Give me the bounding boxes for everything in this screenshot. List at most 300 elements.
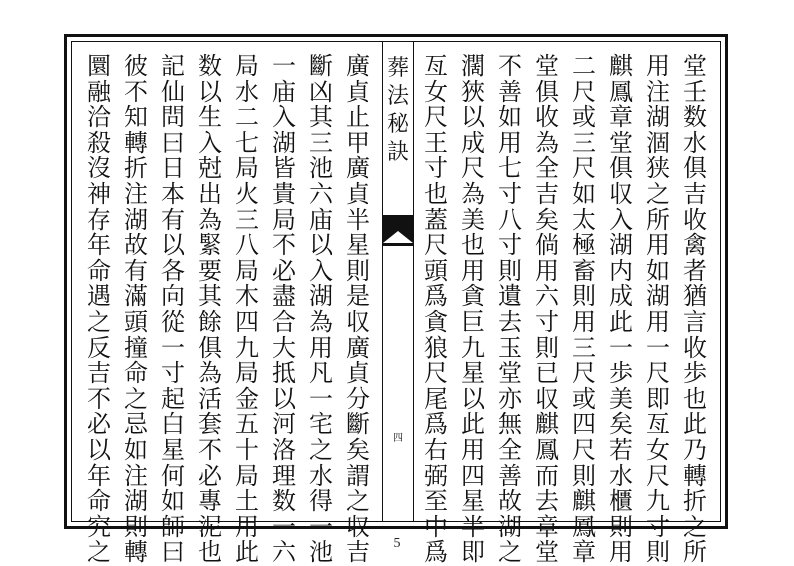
character: 成 bbox=[609, 282, 633, 311]
text-column bbox=[121, 54, 151, 566]
character: 也 bbox=[683, 384, 707, 413]
character: 二 bbox=[572, 52, 596, 80]
fishtail-ornament bbox=[383, 215, 413, 243]
character: 数 bbox=[683, 103, 707, 132]
character: 尺 bbox=[572, 359, 596, 388]
character: 斷 bbox=[309, 52, 333, 80]
character: 而 bbox=[535, 461, 559, 490]
character: 是 bbox=[346, 282, 370, 311]
character: 為 bbox=[198, 359, 222, 388]
character: 折 bbox=[124, 154, 148, 183]
character: 去 bbox=[535, 487, 559, 516]
character: 鳳 bbox=[609, 77, 633, 106]
character: 水 bbox=[309, 461, 333, 490]
character: 曰 bbox=[161, 538, 185, 566]
character: 鳳 bbox=[572, 512, 596, 541]
character: 有 bbox=[124, 256, 148, 285]
character: 理 bbox=[272, 461, 296, 490]
character: 以 bbox=[161, 231, 185, 260]
character: 亦 bbox=[498, 384, 522, 413]
character: 内 bbox=[609, 256, 633, 285]
character: 尺 bbox=[646, 359, 670, 388]
character: 專 bbox=[198, 487, 222, 516]
character: 寸 bbox=[498, 179, 522, 208]
character: 章 bbox=[535, 512, 559, 541]
character: 用 bbox=[572, 307, 596, 336]
character: 麒 bbox=[572, 487, 596, 516]
character: 一 bbox=[272, 512, 296, 541]
character: 轉 bbox=[683, 461, 707, 490]
page-number: 5 bbox=[393, 536, 401, 551]
character: 融 bbox=[87, 77, 111, 106]
character: 何 bbox=[161, 461, 185, 490]
character: 六 bbox=[535, 282, 559, 311]
character: 櫃 bbox=[609, 487, 633, 516]
character: 凶 bbox=[309, 77, 333, 106]
character: 分 bbox=[346, 384, 370, 413]
character: 得 bbox=[309, 487, 333, 516]
character: 湖 bbox=[609, 231, 633, 260]
character: 局 bbox=[235, 256, 259, 285]
character: 知 bbox=[124, 103, 148, 132]
character: 則 bbox=[535, 333, 559, 362]
character: 半 bbox=[461, 512, 485, 541]
character: 俱 bbox=[535, 77, 559, 106]
character: 九 bbox=[235, 333, 259, 362]
character: 二 bbox=[235, 103, 259, 132]
character: 巨 bbox=[461, 307, 485, 336]
character: 入 bbox=[198, 128, 222, 157]
character: 已 bbox=[535, 359, 559, 388]
character: 女 bbox=[646, 435, 670, 464]
character: 堂 bbox=[535, 52, 559, 80]
character: 此 bbox=[683, 410, 707, 439]
character: 其 bbox=[198, 282, 222, 311]
character: 数 bbox=[272, 487, 296, 516]
character: 善 bbox=[498, 77, 522, 106]
character: 太 bbox=[572, 205, 596, 234]
character: 鳳 bbox=[535, 435, 559, 464]
character: 三 bbox=[572, 333, 596, 362]
character: 章 bbox=[572, 538, 596, 566]
character: 入 bbox=[609, 205, 633, 234]
text-column bbox=[680, 54, 710, 566]
character: 以 bbox=[87, 435, 111, 464]
text-column bbox=[495, 54, 525, 566]
character: 甲 bbox=[346, 128, 370, 157]
character: 之 bbox=[124, 384, 148, 413]
character: 斷 bbox=[346, 410, 370, 439]
character: 一 bbox=[272, 52, 296, 80]
character: 尺 bbox=[646, 461, 670, 490]
character: 麒 bbox=[609, 52, 633, 80]
character: 水 bbox=[609, 461, 633, 490]
character: 為 bbox=[198, 205, 222, 234]
character: 廣 bbox=[346, 154, 370, 183]
character: 之 bbox=[87, 538, 111, 566]
character: 如 bbox=[572, 179, 596, 208]
character: 則 bbox=[572, 282, 596, 311]
character: 狭 bbox=[646, 154, 670, 183]
character: 或 bbox=[572, 384, 596, 413]
text-column bbox=[232, 54, 262, 566]
character: 中 bbox=[424, 512, 448, 541]
character: 即 bbox=[461, 538, 485, 566]
character: 收 bbox=[683, 205, 707, 234]
character: 禽 bbox=[683, 231, 707, 260]
character: 為 bbox=[309, 307, 333, 336]
character: 存 bbox=[87, 205, 111, 234]
character: 局 bbox=[235, 461, 259, 490]
character: 局 bbox=[272, 205, 296, 234]
character: 爲 bbox=[424, 538, 448, 566]
character: 所 bbox=[683, 538, 707, 566]
character: 問 bbox=[161, 103, 185, 132]
character: 用 bbox=[646, 52, 670, 80]
character: 則 bbox=[572, 461, 596, 490]
character: 収 bbox=[346, 307, 370, 336]
character: 遇 bbox=[87, 282, 111, 311]
character: 涸 bbox=[646, 128, 670, 157]
character: 折 bbox=[683, 487, 707, 516]
character: 湖 bbox=[498, 512, 522, 541]
character: 用 bbox=[235, 512, 259, 541]
character: 章 bbox=[609, 103, 633, 132]
character: 用 bbox=[646, 231, 670, 260]
character: 入 bbox=[309, 256, 333, 285]
character: 必 bbox=[87, 410, 111, 439]
character: 以 bbox=[461, 103, 485, 132]
character: 沒 bbox=[87, 154, 111, 183]
character: 法 bbox=[386, 84, 409, 109]
character: 之 bbox=[646, 179, 670, 208]
character: 猶 bbox=[683, 282, 707, 311]
character: 湖 bbox=[646, 282, 670, 311]
character: 弼 bbox=[424, 461, 448, 490]
character: 也 bbox=[198, 538, 222, 566]
character: 日 bbox=[161, 154, 185, 183]
character: 之 bbox=[498, 538, 522, 566]
character: 皆 bbox=[272, 154, 296, 183]
character: 星 bbox=[461, 359, 485, 388]
character: 俱 bbox=[609, 154, 633, 183]
character: 善 bbox=[498, 461, 522, 490]
character: 以 bbox=[309, 231, 333, 260]
character: 矣 bbox=[535, 205, 559, 234]
character: 年 bbox=[87, 231, 111, 260]
character: 貞 bbox=[346, 359, 370, 388]
book-title bbox=[383, 55, 413, 167]
character: 四 bbox=[235, 307, 259, 336]
character: 俱 bbox=[198, 333, 222, 362]
character: 吉 bbox=[346, 538, 370, 566]
character: 一 bbox=[309, 512, 333, 541]
character: 言 bbox=[683, 307, 707, 336]
character: 大 bbox=[272, 333, 296, 362]
character: 局 bbox=[235, 154, 259, 183]
character: 水 bbox=[683, 128, 707, 157]
character: 星 bbox=[161, 435, 185, 464]
character: 故 bbox=[124, 231, 148, 260]
character: 用 bbox=[461, 435, 485, 464]
character: 洛 bbox=[272, 435, 296, 464]
character: 湖 bbox=[124, 205, 148, 234]
character: 此 bbox=[235, 538, 259, 566]
character: 一 bbox=[309, 384, 333, 413]
character: 為 bbox=[461, 179, 485, 208]
character: 也 bbox=[424, 179, 448, 208]
character: 湖 bbox=[272, 128, 296, 157]
character: 歩 bbox=[609, 359, 633, 388]
character: 吉 bbox=[683, 179, 707, 208]
character: 矣 bbox=[346, 435, 370, 464]
character: 命 bbox=[87, 256, 111, 285]
character: 一 bbox=[161, 333, 185, 362]
character: 三 bbox=[572, 128, 596, 157]
character: 則 bbox=[609, 512, 633, 541]
character: 命 bbox=[87, 487, 111, 516]
character: 收 bbox=[535, 103, 559, 132]
character: 六 bbox=[272, 538, 296, 566]
text-column bbox=[343, 54, 373, 566]
character: 玉 bbox=[498, 333, 522, 362]
character: 壬 bbox=[683, 77, 707, 106]
character: 師 bbox=[161, 512, 185, 541]
character: 三 bbox=[309, 128, 333, 157]
text-column bbox=[643, 54, 673, 566]
character: 収 bbox=[346, 512, 370, 541]
character: 圜 bbox=[87, 52, 111, 80]
character: 注 bbox=[124, 179, 148, 208]
character: 女 bbox=[424, 77, 448, 106]
character: 全 bbox=[535, 154, 559, 183]
character: 貞 bbox=[346, 179, 370, 208]
character: 遺 bbox=[498, 282, 522, 311]
character: 尺 bbox=[572, 435, 596, 464]
character: 寸 bbox=[646, 512, 670, 541]
text-column bbox=[269, 54, 299, 566]
character: 其 bbox=[309, 103, 333, 132]
character: 或 bbox=[572, 103, 596, 132]
left-page bbox=[76, 46, 382, 566]
character: 倘 bbox=[535, 231, 559, 260]
character: 仙 bbox=[161, 77, 185, 106]
character: 如 bbox=[646, 256, 670, 285]
character: 頭 bbox=[424, 256, 448, 285]
character: 注 bbox=[646, 77, 670, 106]
character: 用 bbox=[498, 128, 522, 157]
character: 亙 bbox=[424, 52, 448, 80]
character: 堂 bbox=[498, 359, 522, 388]
character: 九 bbox=[461, 333, 485, 362]
character: 火 bbox=[235, 179, 259, 208]
character: 一 bbox=[646, 333, 670, 362]
character: 右 bbox=[424, 435, 448, 464]
character: 合 bbox=[272, 307, 296, 336]
character: 五 bbox=[235, 410, 259, 439]
character: 此 bbox=[461, 410, 485, 439]
character: 宅 bbox=[309, 410, 333, 439]
character: 吉 bbox=[535, 179, 559, 208]
character: 湖 bbox=[124, 487, 148, 516]
character: 出 bbox=[198, 179, 222, 208]
character: 廣 bbox=[346, 333, 370, 362]
character: 数 bbox=[198, 52, 222, 80]
character: 廣 bbox=[346, 52, 370, 80]
character: 年 bbox=[87, 461, 111, 490]
character: 之 bbox=[309, 435, 333, 464]
character: 亙 bbox=[646, 410, 670, 439]
character: 用 bbox=[646, 307, 670, 336]
character: 八 bbox=[235, 231, 259, 260]
character: 全 bbox=[498, 435, 522, 464]
character: 所 bbox=[646, 205, 670, 234]
character: 蓋 bbox=[424, 205, 448, 234]
character: 反 bbox=[87, 333, 111, 362]
character: 堂 bbox=[683, 52, 707, 80]
character: 尅 bbox=[198, 154, 222, 183]
character: 之 bbox=[683, 512, 707, 541]
character: 七 bbox=[498, 154, 522, 183]
character: 如 bbox=[161, 487, 185, 516]
character: 故 bbox=[498, 487, 522, 516]
character: 洽 bbox=[87, 103, 111, 132]
character: 成 bbox=[461, 128, 485, 157]
character: 不 bbox=[198, 435, 222, 464]
character: 究 bbox=[87, 512, 111, 541]
character: 不 bbox=[272, 231, 296, 260]
character: 盡 bbox=[272, 282, 296, 311]
character: 王 bbox=[424, 128, 448, 157]
character: 美 bbox=[609, 384, 633, 413]
character: 矣 bbox=[609, 410, 633, 439]
character: 用 bbox=[461, 256, 485, 285]
text-column bbox=[195, 54, 225, 566]
character: 庙 bbox=[272, 77, 296, 106]
character: 濶 bbox=[461, 52, 485, 80]
text-column bbox=[532, 54, 562, 566]
character: 狹 bbox=[461, 77, 485, 106]
character: 從 bbox=[161, 307, 185, 336]
text-column bbox=[84, 54, 114, 566]
character: 必 bbox=[198, 461, 222, 490]
character: 彼 bbox=[124, 52, 148, 80]
character: 爲 bbox=[424, 410, 448, 439]
character: 収 bbox=[535, 384, 559, 413]
character: 河 bbox=[272, 410, 296, 439]
character: 若 bbox=[609, 435, 633, 464]
character: 如 bbox=[498, 103, 522, 132]
character: 以 bbox=[272, 384, 296, 413]
character: 庙 bbox=[309, 205, 333, 234]
text-column bbox=[458, 54, 488, 566]
character: 秘 bbox=[386, 112, 409, 137]
character: 各 bbox=[161, 256, 185, 285]
character: 起 bbox=[161, 384, 185, 413]
character: 堂 bbox=[535, 538, 559, 566]
character: 如 bbox=[124, 435, 148, 464]
character: 池 bbox=[309, 538, 333, 566]
character: 者 bbox=[683, 256, 707, 285]
character: 十 bbox=[235, 435, 259, 464]
character: 局 bbox=[235, 359, 259, 388]
right-page bbox=[414, 46, 720, 566]
character: 滿 bbox=[124, 282, 148, 311]
character: 美 bbox=[461, 205, 485, 234]
character: 向 bbox=[161, 282, 185, 311]
character: 湖 bbox=[309, 282, 333, 311]
character: 去 bbox=[498, 307, 522, 336]
character: 活 bbox=[198, 384, 222, 413]
character: 乃 bbox=[683, 435, 707, 464]
character: 寸 bbox=[424, 154, 448, 183]
character: 木 bbox=[235, 282, 259, 311]
character: 貪 bbox=[461, 282, 485, 311]
character: 撞 bbox=[124, 333, 148, 362]
character: 尺 bbox=[572, 154, 596, 183]
character: 抵 bbox=[272, 359, 296, 388]
character: 記 bbox=[161, 52, 185, 80]
character: 轉 bbox=[124, 538, 148, 566]
character: 八 bbox=[498, 205, 522, 234]
character: 收 bbox=[683, 333, 707, 362]
character: 尺 bbox=[461, 154, 485, 183]
character: 畜 bbox=[572, 256, 596, 285]
folio-number: 四 bbox=[393, 433, 403, 444]
character: 尺 bbox=[572, 77, 596, 106]
text-column bbox=[158, 54, 188, 566]
character: 即 bbox=[646, 384, 670, 413]
character: 忌 bbox=[124, 410, 148, 439]
character: 則 bbox=[498, 256, 522, 285]
character: 寸 bbox=[535, 307, 559, 336]
character: 俱 bbox=[683, 154, 707, 183]
character: 堂 bbox=[609, 128, 633, 157]
character: 星 bbox=[461, 487, 485, 516]
character: 四 bbox=[461, 461, 485, 490]
character: 有 bbox=[161, 205, 185, 234]
character: 六 bbox=[309, 179, 333, 208]
character: 尺 bbox=[424, 103, 448, 132]
text-column bbox=[606, 54, 636, 566]
character: 貴 bbox=[272, 179, 296, 208]
character: 至 bbox=[424, 487, 448, 516]
character: 用 bbox=[609, 538, 633, 566]
text-column bbox=[569, 54, 599, 566]
character: 吉 bbox=[87, 359, 111, 388]
character: 要 bbox=[198, 256, 222, 285]
text-column bbox=[421, 54, 451, 566]
character: 尾 bbox=[424, 384, 448, 413]
character: 以 bbox=[461, 384, 485, 413]
character: 之 bbox=[87, 307, 111, 336]
character: 命 bbox=[124, 359, 148, 388]
character: 一 bbox=[609, 333, 633, 362]
character: 曰 bbox=[161, 128, 185, 157]
character: 為 bbox=[535, 128, 559, 157]
character: 狼 bbox=[424, 333, 448, 362]
character: 極 bbox=[572, 231, 596, 260]
character: 白 bbox=[161, 410, 185, 439]
character: 不 bbox=[498, 52, 522, 80]
character: 尺 bbox=[424, 231, 448, 260]
character: 三 bbox=[235, 205, 259, 234]
character: 土 bbox=[235, 487, 259, 516]
character: 泥 bbox=[198, 512, 222, 541]
character: 七 bbox=[235, 128, 259, 157]
center-strip bbox=[382, 41, 414, 522]
character: 訣 bbox=[386, 140, 409, 165]
